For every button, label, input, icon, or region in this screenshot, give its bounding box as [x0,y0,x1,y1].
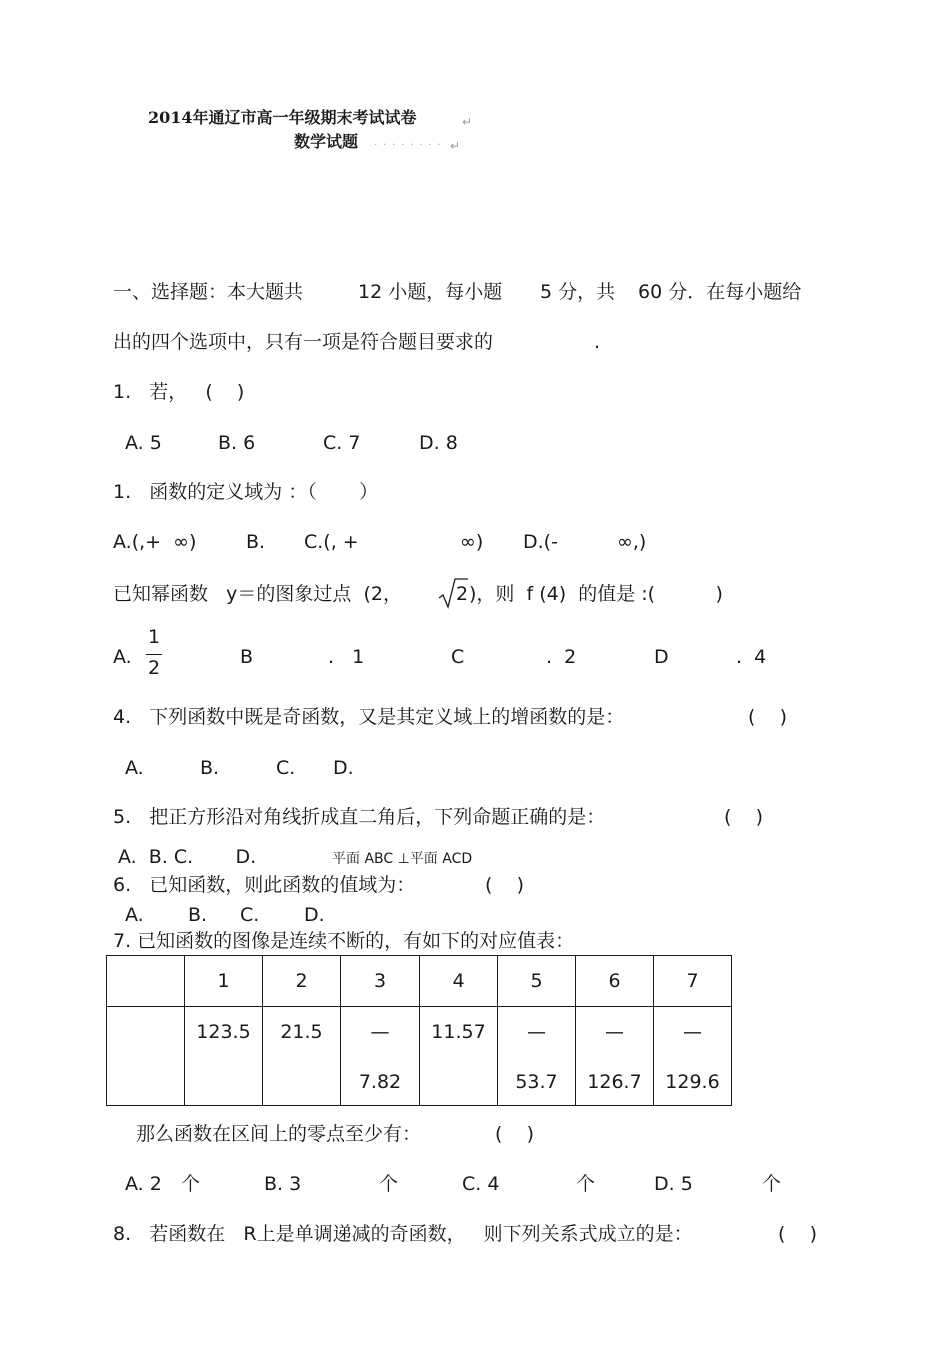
table-cell [263,1007,341,1106]
q7-option-c-unit: 个 [576,1173,596,1195]
question-3-stem: 已知幂函数 y＝的图象过点 (2， [113,583,402,605]
q1-option-b: B. 6 [218,432,256,454]
table-cell [576,1007,654,1106]
question-7-paren: ( ) [495,1123,534,1145]
value-table [106,955,732,1106]
q2-option-b: B. [246,531,266,553]
question-5-paren: ( ) [724,806,763,828]
q2-option-c: C.(, + [304,531,359,553]
q4-option-b: B. [200,757,220,779]
question-2-stem: 1. 函数的定义域为 ：（ ） [113,481,379,503]
q3-option-b: B [240,646,254,668]
cell-line-2: 126.7 [587,1071,642,1093]
q1-option-a: A. 5 [125,432,162,454]
table-cell [107,956,185,1007]
cell-line-2: 7.82 [358,1071,402,1093]
cell-line-1: 123.5 [196,1021,251,1043]
table-header-row [107,956,732,1007]
q1-option-c: C. 7 [323,432,361,454]
question-8-paren: ( ) [778,1223,817,1245]
q4-option-a: A. [125,757,144,779]
cell-line-1: — [370,1021,390,1043]
question-6-stem: 6. 已知函数，则此函数的值域为： [113,874,416,896]
q3-option-c: C [451,646,465,668]
exam-subtitle: 数学试题 [294,132,359,151]
table-cell [185,1007,263,1106]
table-cell [498,1007,576,1106]
table-cell: 2 [263,956,341,1007]
table-cell: 5 [498,956,576,1007]
q7-option-d-unit: 个 [762,1173,782,1195]
q7-option-c: C. 4 [462,1173,500,1195]
section-instruction-d: 60 分．在每小题给 [638,281,802,303]
cell-line-1: — [683,1021,702,1043]
sqrt-radicand: 2 [456,583,469,605]
fraction-denominator: 2 [147,657,161,679]
cell-line-1: — [527,1021,546,1043]
q6-option-d: D. [304,904,325,926]
q3-option-c-value: . 2 [546,646,577,668]
question-5-stem: 5. 把正方形沿对角线折成直二角后，下列命题正确的是： [113,806,606,828]
dot-leader: · · · · · · · · [374,138,442,151]
q7-option-a: A. 2 [125,1173,162,1195]
table-cell: 6 [576,956,654,1007]
fraction-numerator: 1 [147,626,161,648]
q6-option-b: B. [188,904,208,926]
fraction-bar [146,654,162,655]
table-cell [654,1007,732,1106]
question-6-paren: ( ) [485,874,524,896]
q2-option-d-end: ∞,) [617,531,647,553]
cell-line-2: 129.6 [665,1071,720,1093]
table-cell: 4 [420,956,498,1007]
question-4-paren: ( ) [748,706,787,728]
section-instruction-line2: 出的四个选项中，只有一项是符合题目要求的 [113,331,494,353]
q4-option-d: D. [333,757,354,779]
table-row [107,1007,732,1106]
table-cell: 3 [341,956,420,1007]
exam-title: 2014年通辽市高一年级期末考试试卷 [148,108,417,127]
return-mark-icon: ↵ [462,115,473,129]
return-mark-icon: ↵ [450,139,461,153]
table-cell [341,1007,420,1106]
table-cell: 1 [185,956,263,1007]
q7-option-d: D. 5 [654,1173,693,1195]
question-4-stem: 4. 下列函数中既是奇函数，又是其定义域上的增函数的是： [113,706,625,728]
q7-option-b: B. 3 [264,1173,302,1195]
q7-option-a-unit: 个 [181,1173,201,1195]
table-cell [107,1007,185,1106]
q2-option-d: D.(- [523,531,558,553]
cell-line-1: — [605,1021,624,1043]
q3-option-b-value: . 1 [328,646,365,668]
section-instruction-a: 一、选择题：本大题共 [113,281,304,303]
cell-line-2: 53.7 [515,1071,558,1093]
question-7-follow: 那么函数在区间上的零点至少有： [136,1123,422,1145]
question-8-stem: 8. 若函数在 R上是单调递减的奇函数， 则下列关系式成立的是： [113,1223,693,1245]
question-7-stem: 7. 已知函数的图像是连续不断的，有如下的对应值表： [113,930,575,952]
section-instruction-end: . [594,331,601,353]
fraction-one-half [146,626,162,682]
q7-option-b-unit: 个 [379,1173,399,1195]
section-instruction-c: 5 分，共 [540,281,616,303]
cell-line-1: 11.57 [431,1021,486,1043]
question-1-stem: 1. 若， ( ) [113,381,245,403]
q5-note: 平面 ABC ⊥平面 ACD [332,851,473,867]
q3-option-d: D [654,646,669,668]
q1-option-d: D. 8 [419,432,458,454]
q3-option-a: A. [113,646,132,668]
section-instruction-b: 12 小题，每小题 [358,281,503,303]
q2-option-c-end: ∞) [460,531,484,553]
q5-options: A. B. C. D. [118,846,257,868]
q3-option-d-value: . 4 [736,646,767,668]
q4-option-c: C. [276,757,296,779]
q2-option-a: A.(,+ ∞) [113,531,197,553]
q6-option-a: A. [125,904,144,926]
table-cell [420,1007,498,1106]
q6-option-c: C. [240,904,260,926]
question-3-stem-end: )，则 f (4) 的值是 :( ) [469,583,723,605]
cell-line-1: 21.5 [280,1021,323,1043]
table-cell: 7 [654,956,732,1007]
